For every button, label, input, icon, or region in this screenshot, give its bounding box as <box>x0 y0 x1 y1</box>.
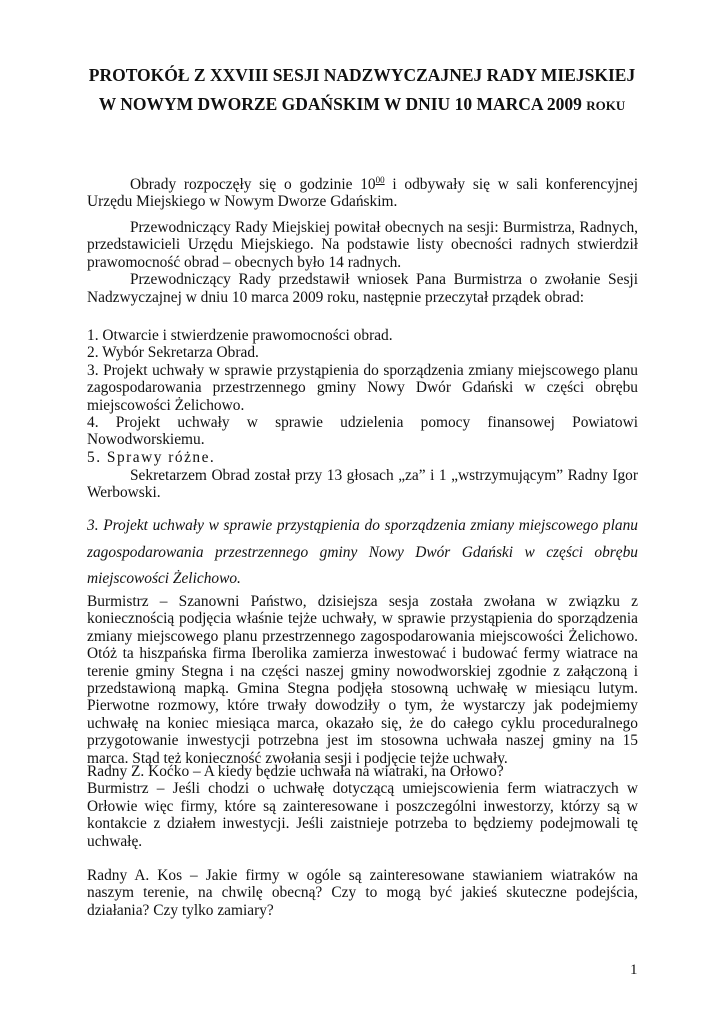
agenda-item: 5. Sprawy różne. <box>87 448 216 466</box>
page-number: 1 <box>630 962 638 978</box>
title-line-1: PROTOKÓŁ Z XXVIII SESJI NADZWYCZAJNEJ RADY MIEJSKIEJ <box>88 65 636 85</box>
secretary-paragraph: Sekretarzem Obrad został przy 13 głosach „za” i 1 „wstrzymującym” Radny Igor Werbowski. <box>87 467 638 502</box>
section-heading: 3. Projekt uchwały w sprawie przystąpienia do sporządzenia zmiany miejscowego planu zagospodarowania przestrzennego gminy Nowy Dwór Gdański w części obrębu miejscowości Żelichowo. <box>87 517 638 587</box>
agenda-item: 4. Projekt uchwały w sprawie udzielenia pomocy finansowej Powiatowi Nowodworskiemu. <box>87 414 638 449</box>
burmistrz-answer: Burmistrz – Jeśli chodzi o uchwałę dotyczącą umiejscowienia ferm wiatraczych w Orłowie więc firmy, które są zainteresowane i poszczególni inwestorzy, którzy są w kontakcie z działem inwestycji. Jeśli zaistnieje potrzeba to będziemy podejmowali tę uchwałę. <box>87 780 638 850</box>
discussion-block <box>87 763 638 850</box>
title-line-2: W NOWYM DWORZE GDAŃSKIM W DNIU 10 MARCA 2009 ROKU <box>98 94 626 114</box>
document-title <box>60 61 664 120</box>
kocko-question: Radny Z. Koćko – A kiedy będzie uchwała na wiatraki, na Orłowo? <box>87 763 504 780</box>
opening-paragraph: Obrady rozpoczęły się o godzinie $10^{00}$ i odbywały się w sali konferencyjnej Urzędu Miejskiego w Nowym Dworze Gdańskim. <box>87 175 638 211</box>
kos-question: Radny A. Kos – Jakie firmy w ogóle są zainteresowane stawianiem wiatraków na naszym terenie, na chwilę obecną? Czy to mogą być jakieś skuteczne podejścia, działania? Czy tylko zamiary? <box>87 867 638 919</box>
burmistrz-statement: Burmistrz – Szanowni Państwo, dzisiejsza sesja została zwołana w związku z koniecznością podjęcia właśnie tejże uchwały, w sprawie przystąpienia do sporządzenia zmiany miejscowego planu przestrzennego zagospodarowania miejscowości Żelichowo. Otóż ta hiszpańska firma Iberolika zamierza inwestować i budować fermy wiatrace na terenie gminy Stegna i na części naszej gminy nowodworskiej zgodnie z załączoną i przedstawioną mapką. Gmina Stegna podjęła stosowną uchwałę w miesiącu lutym. Pierwotne rozmowy, które trwały dowodziły o tym, że wystarczy jak podejmiemy uchwałę na koniec miesiąca marca, okazało się, że do całego cyklu proceduralnego przygotowanie inwestycji potrzebna jest im stosowna uchwała naszej gminy na 15 marca. Stąd też konieczność zwołania sesji i podjęcie tejże uchwały. <box>87 593 638 767</box>
agenda-list <box>87 327 638 466</box>
welcome-paragraph: Przewodniczący Rady Miejskiej powitał obecnych na sesji: Burmistrza, Radnych, przedstawicieli Urzędu Miejskiego. Na podstawie listy obecności radnych stwierdził prawomocność obrad – obecnych było 14 radnych. Przewodniczący Rady przedstawił wniosek Pana Burmistrza o zwołanie Sesji Nadzwyczajnej w dniu 10 marca 2009 roku, następnie przeczytał prządek obrad: <box>87 219 638 306</box>
agenda-item: 1. Otwarcie i stwierdzenie prawomocności obrad. <box>87 327 393 344</box>
agenda-item: 2. Wybór Sekretarza Obrad. <box>87 344 259 362</box>
title-small-caps: ROKU <box>586 98 626 113</box>
motion-paragraph: Przewodniczący Rady przedstawił wniosek Pana Burmistrza o zwołanie Sesji Nadzwyczajnej w dniu 10 marca 2009 roku, następnie przeczytał prządek obrad: <box>87 271 638 306</box>
agenda-item: 3. Projekt uchwały w sprawie przystąpienia do sporządzenia zmiany miejscowego planu zagospodarowania przestrzennego gminy Nowy Dwór Gdański w części obrębu miejscowości Żelichowo. <box>87 361 638 414</box>
